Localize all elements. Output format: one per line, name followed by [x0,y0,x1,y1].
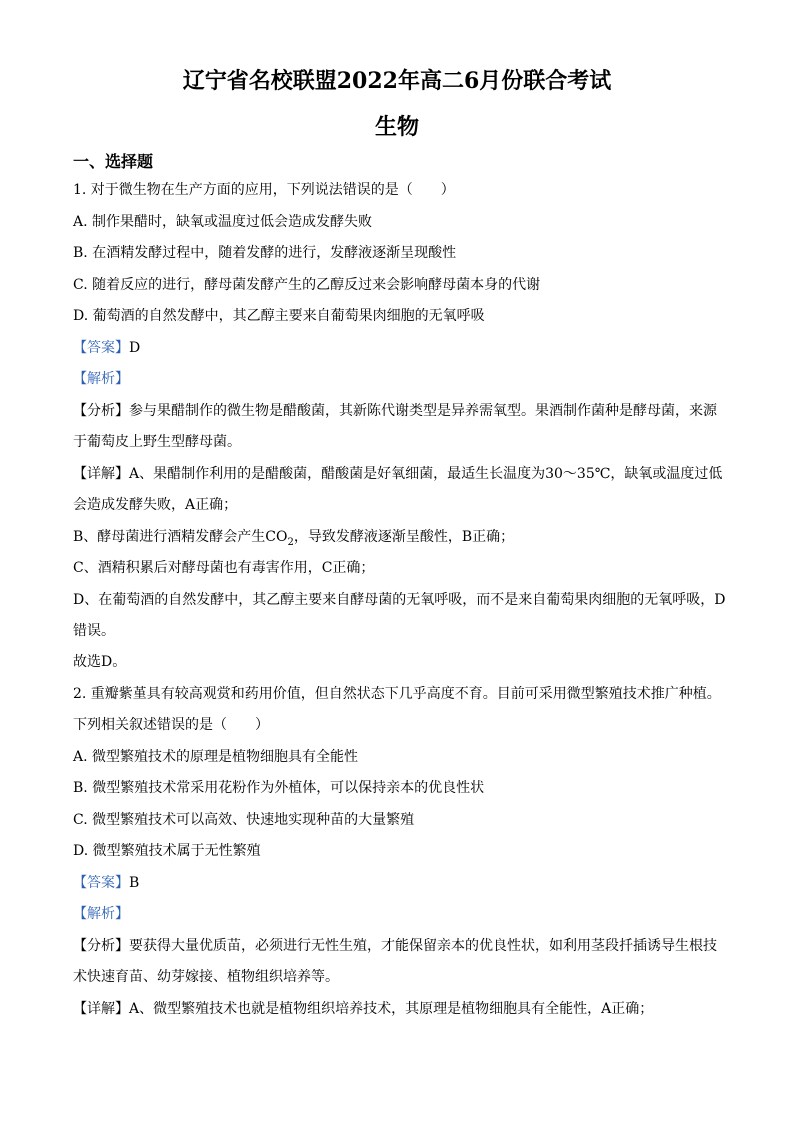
q2-stem-cont: 下列相关叙述错误的是（ ） [73,717,269,733]
q2-option-c: C. 微型繁殖技术可以高效、快速地实现种苗的大量繁殖 [73,812,415,828]
q1-fenxi-cont: 于葡萄皮上野生型酵母菌。 [73,434,241,450]
q1-option-c: C. 随着反应的进行，酵母菌发酵产生的乙醇反过来会影响酵母菌本身的代谢 [73,277,541,293]
answer-label: 【答案】 [73,340,129,356]
q2-xiangjie-a [73,999,653,1019]
q2-option-d: D. 微型繁殖技术属于无性繁殖 [73,843,261,859]
q2-answer [73,873,139,893]
fenxi-label: 【分析】 [73,403,129,419]
q2-option-b: B. 微型繁殖技术常采用花粉作为外植体，可以保持亲本的优良性状 [73,780,485,796]
section-heading: 一、选择题 [73,152,154,171]
xiangjie-text: A、果醋制作利用的是醋酸菌，醋酸菌是好氧细菌，最适生长温度为30～35℃，缺氧或温度过低 [129,466,723,482]
xiangjie-b-text: B、酵母菌进行酒精发酵会产生CO [73,529,288,545]
q2-stem: 2. 重瓣紫堇具有较高观赏和药用价值，但自然状态下几乎高度不育。目前可采用微型繁殖技术推广种植。 [73,686,721,702]
q1-option-b: B. 在酒精发酵过程中，随着发酵的进行，发酵液逐渐呈现酸性 [73,245,457,261]
answer-label: 【答案】 [73,875,129,891]
xiangjie-text: A、微型繁殖技术也就是植物组织培养技术，其原理是植物细胞具有全能性，A正确； [129,1001,654,1017]
q2-fenxi [73,936,717,956]
xiangjie-label: 【详解】 [73,1001,129,1017]
exam-subject: 生物 [374,114,419,140]
q2-fenxi-cont: 术快速育苗、幼芽嫁接、植物组织培养等。 [73,969,339,985]
fenxi-text: 参与果醋制作的微生物是醋酸菌，其新陈代谢类型是异养需氧型。果酒制作菌种是酵母菌，来源 [129,403,717,419]
q1-xiangjie-a-cont: 会造成发酵失败，A正确； [73,497,238,513]
q1-analysis-label: 【解析】 [73,371,129,387]
q1-xiangjie-a [73,464,722,484]
fenxi-label: 【分析】 [73,938,129,954]
q1-option-a: A. 制作果醋时，缺氧或温度过低会造成发酵失败 [73,214,373,230]
answer-value: D [129,340,141,356]
q1-option-d: D. 葡萄酒的自然发酵中，其乙醇主要来自葡萄果肉细胞的无氧呼吸 [73,308,485,324]
answer-value: B [129,875,140,891]
q1-xiangjie-d-cont: 错误。 [73,623,115,639]
q1-conclusion: 故选D。 [73,654,127,670]
q1-xiangjie-d: D、在葡萄酒的自然发酵中，其乙醇主要来自酵母菌的无氧呼吸，而不是来自葡萄果肉细胞的无氧呼吸，D [73,592,726,608]
co2-subscript: 2 [287,536,294,548]
q1-xiangjie-c: C、酒精积累后对酵母菌也有毒害作用，C正确； [73,560,375,576]
q1-answer [73,338,140,358]
q2-analysis-label: 【解析】 [73,906,129,922]
q1-stem: 1. 对于微生物在生产方面的应用，下列说法错误的是（ ） [73,182,455,198]
q2-option-a: A. 微型繁殖技术的原理是植物细胞具有全能性 [73,749,359,765]
fenxi-text: 要获得大量优质苗，必须进行无性生殖，才能保留亲本的优良性状，如利用茎段扦插诱导生根技 [129,938,717,954]
q1-xiangjie-b [73,527,514,553]
xiangjie-label: 【详解】 [73,466,129,482]
xiangjie-b-text-end: ，导致发酵液逐渐呈酸性，B正确； [293,529,515,545]
exam-title: 辽宁省名校联盟2022年高二6月份联合考试 [182,68,612,94]
q1-fenxi [73,401,717,421]
